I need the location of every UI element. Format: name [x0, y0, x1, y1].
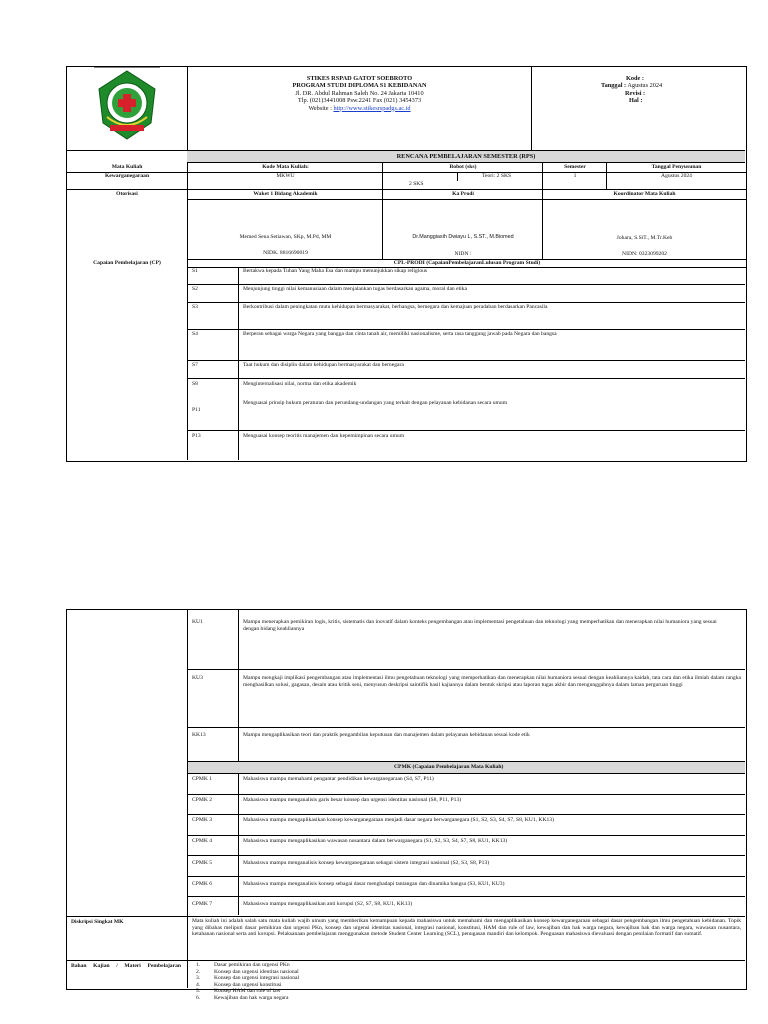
cpl-row	[188, 393, 745, 431]
institution-header	[187, 67, 532, 150]
tanggal-line	[531, 82, 745, 89]
cpmk-text: Mahasiswa mampu mengaplikasikan anti korupsi (S2, S7, S8, KU1, KK13)	[243, 901, 413, 907]
cpmk-row	[188, 815, 745, 836]
koordinator-name: Johara, S.SiT., M.Tr.Keb	[616, 235, 673, 241]
program-name: PROGRAM STUDI DIPLOMA S1 KEBIDANAN	[292, 82, 427, 90]
bahan-item-text: Konsep HAM dan rule of law	[214, 988, 281, 995]
bahan-item: 4. Konsep dan urgensi konstitusi	[196, 981, 282, 988]
cpl-text: Taat hukum dan disiplin dalam kehidupan bermasyarakat dan bernegara	[243, 362, 404, 368]
kaprodi-title: Ka Prodi	[382, 190, 543, 200]
cpmk-row	[188, 877, 745, 897]
institution-name: STIKES RSPAD GATOT SOEBROTO	[306, 75, 413, 82]
cpl-code: S7	[192, 362, 198, 368]
cp-label: Capaian Pembelajaran (CP)	[93, 260, 161, 266]
cpmk-row	[188, 836, 745, 856]
kaprodi-signature	[382, 200, 543, 260]
document-info	[531, 67, 745, 150]
cpmk-text: Mahasiswa mampu menganalisis konsep kewarganegaraan sebagai sistem integrasi nasional (S2, S3, S8, P13)	[243, 860, 490, 866]
col-tanggal: Tanggal Penyusunan	[606, 163, 746, 173]
cpmk-text: Mahasiswa mampu memahami pengantar pendidikan kewarganegaraan (S4, S7, P11)	[243, 776, 434, 782]
ku3-text: Mampu mengkaji implikasi pengembangan atau implementasi ilmu pengetahuan teknologi yang memperhatikan dan menerapkan nilai humaniora sesuai dengan keahliannya kaidah, tata cara dan etika ilmiah dalam rangka menghasilkan solusi, gagasan, desain atau kritik seni, menyusun deskripsi saintifik hasil kajiannya dalam bentuk skripsi atau laporan tugas akhir dan mengunggahnya dalam laman perguruan tinggi	[243, 675, 741, 688]
bahan-item: 1. Dasar pemikiran dan urgensi PKn	[196, 962, 290, 968]
hal-label: Hal :	[629, 97, 643, 105]
waket-signature	[187, 200, 383, 260]
cpmk-title	[188, 762, 745, 774]
institution-logo	[67, 67, 187, 150]
ku1-row	[188, 610, 745, 670]
logo-cell	[67, 67, 187, 150]
kk13-code: KK13	[192, 732, 206, 738]
cpl-row	[188, 285, 745, 303]
bobot-total: 2 SKS	[409, 181, 424, 187]
bahan-item-text: Konsep dan urgensi integrasi nasional	[214, 975, 300, 982]
kk13-text: Mampu mengaplikasikan teori dan praktik pengambilan keputusan dan manajemen dalam pelayanan kebidanan sesuai kode etik	[243, 732, 530, 738]
cpl-code: S1	[192, 268, 198, 274]
rule	[67, 916, 745, 917]
rule	[67, 960, 745, 961]
mk-value: Kewarganegaraan	[67, 173, 187, 190]
koordinator-signature	[542, 200, 746, 260]
kode-value: MKWU	[187, 173, 383, 190]
cpmk-text: Mahasiswa mampu mengaplikasikan konsep kewarganegaraan menjadi dasar negara berwarganegara (S1, S2, S3, S4, S7, S8, KU1, KK13)	[243, 817, 554, 823]
bahan-item-text: Konsep dan urgensi identitas nasional	[214, 968, 299, 975]
bahan-item-text: Kewajiban dan hak warga negara	[214, 994, 289, 1001]
cpl-code: P11	[192, 407, 201, 413]
bahan-item: 2. Konsep dan urgensi identitas nasional	[196, 968, 299, 975]
cpl-title: CPL-PRODI (CapaianPembelajaranLulusan Program Studi)	[187, 259, 746, 268]
kaprodi-name: Dr.Manggiasih Dwiayu L, S.ST., M.Biomed	[412, 234, 514, 240]
cpmk-code: CPMK 7	[192, 901, 213, 907]
col-semester: Semester	[542, 163, 607, 173]
cpmk-text: Mahasiswa mampu mengaplikasikan wawasan nusantara dalam berwarganegara (S1, S2, S3, S4, S7, S8, KU1, KK13)	[243, 838, 508, 844]
cpl-code: S2	[192, 286, 198, 292]
bobot-teori: Teori: 2 SKS	[457, 173, 543, 181]
cpmk-code: CPMK 5	[192, 860, 213, 866]
ku1-text-line: Mampu menerapkan pemikiran logis, kritis, sistematis dan inovatif dalam konteks pengembangan atau implementasi pengetahuan dan teknologi yang memperhatikan dan menerapkan nilai humaniora yang sesuai	[243, 619, 717, 625]
kk13-row	[188, 728, 745, 762]
cpl-row	[188, 431, 745, 459]
tanggal-label: Tanggal :	[601, 82, 627, 90]
cpl-text: Menginternalisasi nilai, norma dan etika akademik	[243, 381, 357, 387]
cpl-row	[188, 379, 745, 392]
bahan-list	[196, 962, 736, 1002]
cpmk-text: Mahasiswa mampu menganalisis garis besar konsep dan urgensi identitas nasional (S8, P11, P13)	[243, 797, 462, 803]
bahan-item: 6. Kewajiban dan hak warga negara	[196, 994, 289, 1001]
bahan-item-text: Konsep dan urgensi konstitusi	[214, 981, 282, 988]
kode-label: Kode :	[626, 75, 645, 82]
cpl-text: Menguasai konsep teoritis manajemen dan kepemimpinan secara umum	[243, 433, 405, 439]
bahan-item: 5. Konsep HAM dan rule of law	[196, 988, 281, 995]
semester-value: 1	[542, 173, 607, 190]
cpl-text: Berkontribusi dalam peningkatan mutu kehidupan bermasyarakat, berbangsa, bernegara dan kemajuan peradaban berdasarkan Pancasila	[243, 304, 548, 310]
col-kode: Kode Mata Kuliah:	[187, 163, 383, 173]
rps-title: RENCANA PEMBELAJARAN SEMESTER (RPS)	[187, 150, 745, 163]
otorisasi-label: Otorisasi	[116, 191, 138, 197]
ku3-code: KU3	[192, 675, 203, 681]
waket-id: NIDK. 8816690019	[263, 250, 308, 256]
tanggal-value: Agustus 2024	[627, 82, 663, 90]
cpmk-row	[188, 795, 745, 815]
cpl-text: Menjunjung tinggi nilai kemanusiaan dalam menjalankan tugas berdasarkan agama, moral dan etika	[243, 286, 467, 292]
cpl-row	[188, 330, 745, 361]
cpl-text: Menguasai prinsip hukum peraturan dan perundang-undangan yang terkait dengan pelayanan kebidanan secara umum	[243, 400, 508, 406]
cpmk-row	[188, 856, 745, 877]
cpmk-row	[188, 774, 745, 795]
cpmk-row	[188, 897, 745, 915]
cpl-code: P13	[192, 433, 201, 439]
cpmk-code: CPMK 4	[192, 838, 213, 844]
cpl-code: S3	[192, 304, 198, 310]
cpl-row	[188, 361, 745, 379]
website-label: Website :	[308, 104, 332, 112]
cpl-code: S8	[192, 381, 198, 387]
bahan-label: Bahan Kajian / Materi Pembelajaran	[71, 963, 181, 969]
deskripsi-label: Diskripsi Singkat MK	[71, 919, 124, 925]
ku1-text	[243, 619, 741, 632]
kaprodi-id: NIDN :	[454, 251, 472, 257]
cpl-row	[188, 267, 745, 285]
bahan-item-text: Dasar pemikiran dan urgensi PKn	[214, 962, 290, 968]
waket-name: Memed Sena Setiawan, SKp, M.Pd, MM	[239, 234, 332, 240]
col-mata-kuliah: Mata Kuliah	[67, 163, 187, 173]
website-line	[188, 105, 531, 112]
tanggal-penyusunan-value: Agustus 2024	[606, 173, 746, 190]
koordinator-id: NIDN: 0323099202	[622, 251, 667, 257]
cpl-row	[188, 303, 745, 330]
ku1-text-line: dengan bidang keahliannya	[243, 625, 305, 632]
cpmk-code: CPMK 3	[192, 817, 213, 823]
waket-title: Waket 1 Bidang Akademik	[187, 190, 383, 200]
cpl-list	[188, 267, 745, 460]
cpmk-title-text: CPMK (Capaian Pembelajaran Mata Kuliah)	[394, 764, 504, 770]
deskripsi-text: Mata kuliah ini adalah salah satu mata kuliah wajib umum yang memberikan kemampuan kepada mahasiswa untuk memahami dan mengaplikasikan konsep kewarganegaraan sebagai dasar pengembangan ilmu pengetahuan kebidanan. Topik yang dibahas meliputi dasar pemikiran dan urgensi PKn, konsep dan urgensi identitas nasional, integrasi nasional, konstitusi, HAM dan rule of law, kewajiban dan hak warga negara, kewajiban hak dan warga negara, wawasan nusantara, ketahanan nasional serta anti korupsi. Pelaksanaan pembelajaran menggunakan metode Student Center Learning (SCL), penugasan mandiri dan kelompok. Penguasan mahasiswa dievaluasi dengan penilaian formatif dan sumatif.	[192, 918, 741, 938]
cpmk-code: CPMK 1	[192, 776, 213, 782]
bahan-item: 3. Konsep dan urgensi integrasi nasional	[196, 975, 300, 982]
website-link[interactable]: http://www.stikesrspadgs.ac.id	[333, 104, 411, 112]
koordinator-title: Koordinator Mata Kuliah	[542, 190, 746, 200]
cpmk-code: CPMK 6	[192, 881, 213, 887]
address-line: Jl. DR. Abdul Rahman Saleh No. 24 Jakarta 10410	[295, 89, 424, 97]
cpmk-code: CPMK 2	[192, 797, 213, 803]
cpmk-text: Mahasiswa mampu menganalisis konsep sebagai dasar menghadapi tantangan dan dinamika bangsa (S3, KU1, KU3)	[243, 881, 505, 887]
cpl-code: S4	[192, 331, 198, 337]
phone-line: Tlp. (021)3441008 Psw.2241 Fax (021) 3454373	[297, 97, 422, 105]
cpl-text: Bertakwa kepada Tuhan Yang Maha Esa dan mampu menunjukkan sikap religious	[243, 268, 428, 274]
ku1-code: KU1	[192, 619, 203, 625]
ku3-row	[188, 670, 745, 728]
cpl-text: Berperan sebagai warga Negara yang bangga dan cinta tanah air, memiliki nasionalisme, serta rasa tanggung jawab pada Negara dan bangsa	[243, 331, 557, 337]
rule	[67, 150, 187, 151]
revisi-label: Revisi :	[625, 89, 646, 97]
cpmk-list	[188, 774, 745, 915]
bobot-value	[382, 173, 543, 190]
col-bobot: Bobot (sks)	[382, 163, 543, 173]
